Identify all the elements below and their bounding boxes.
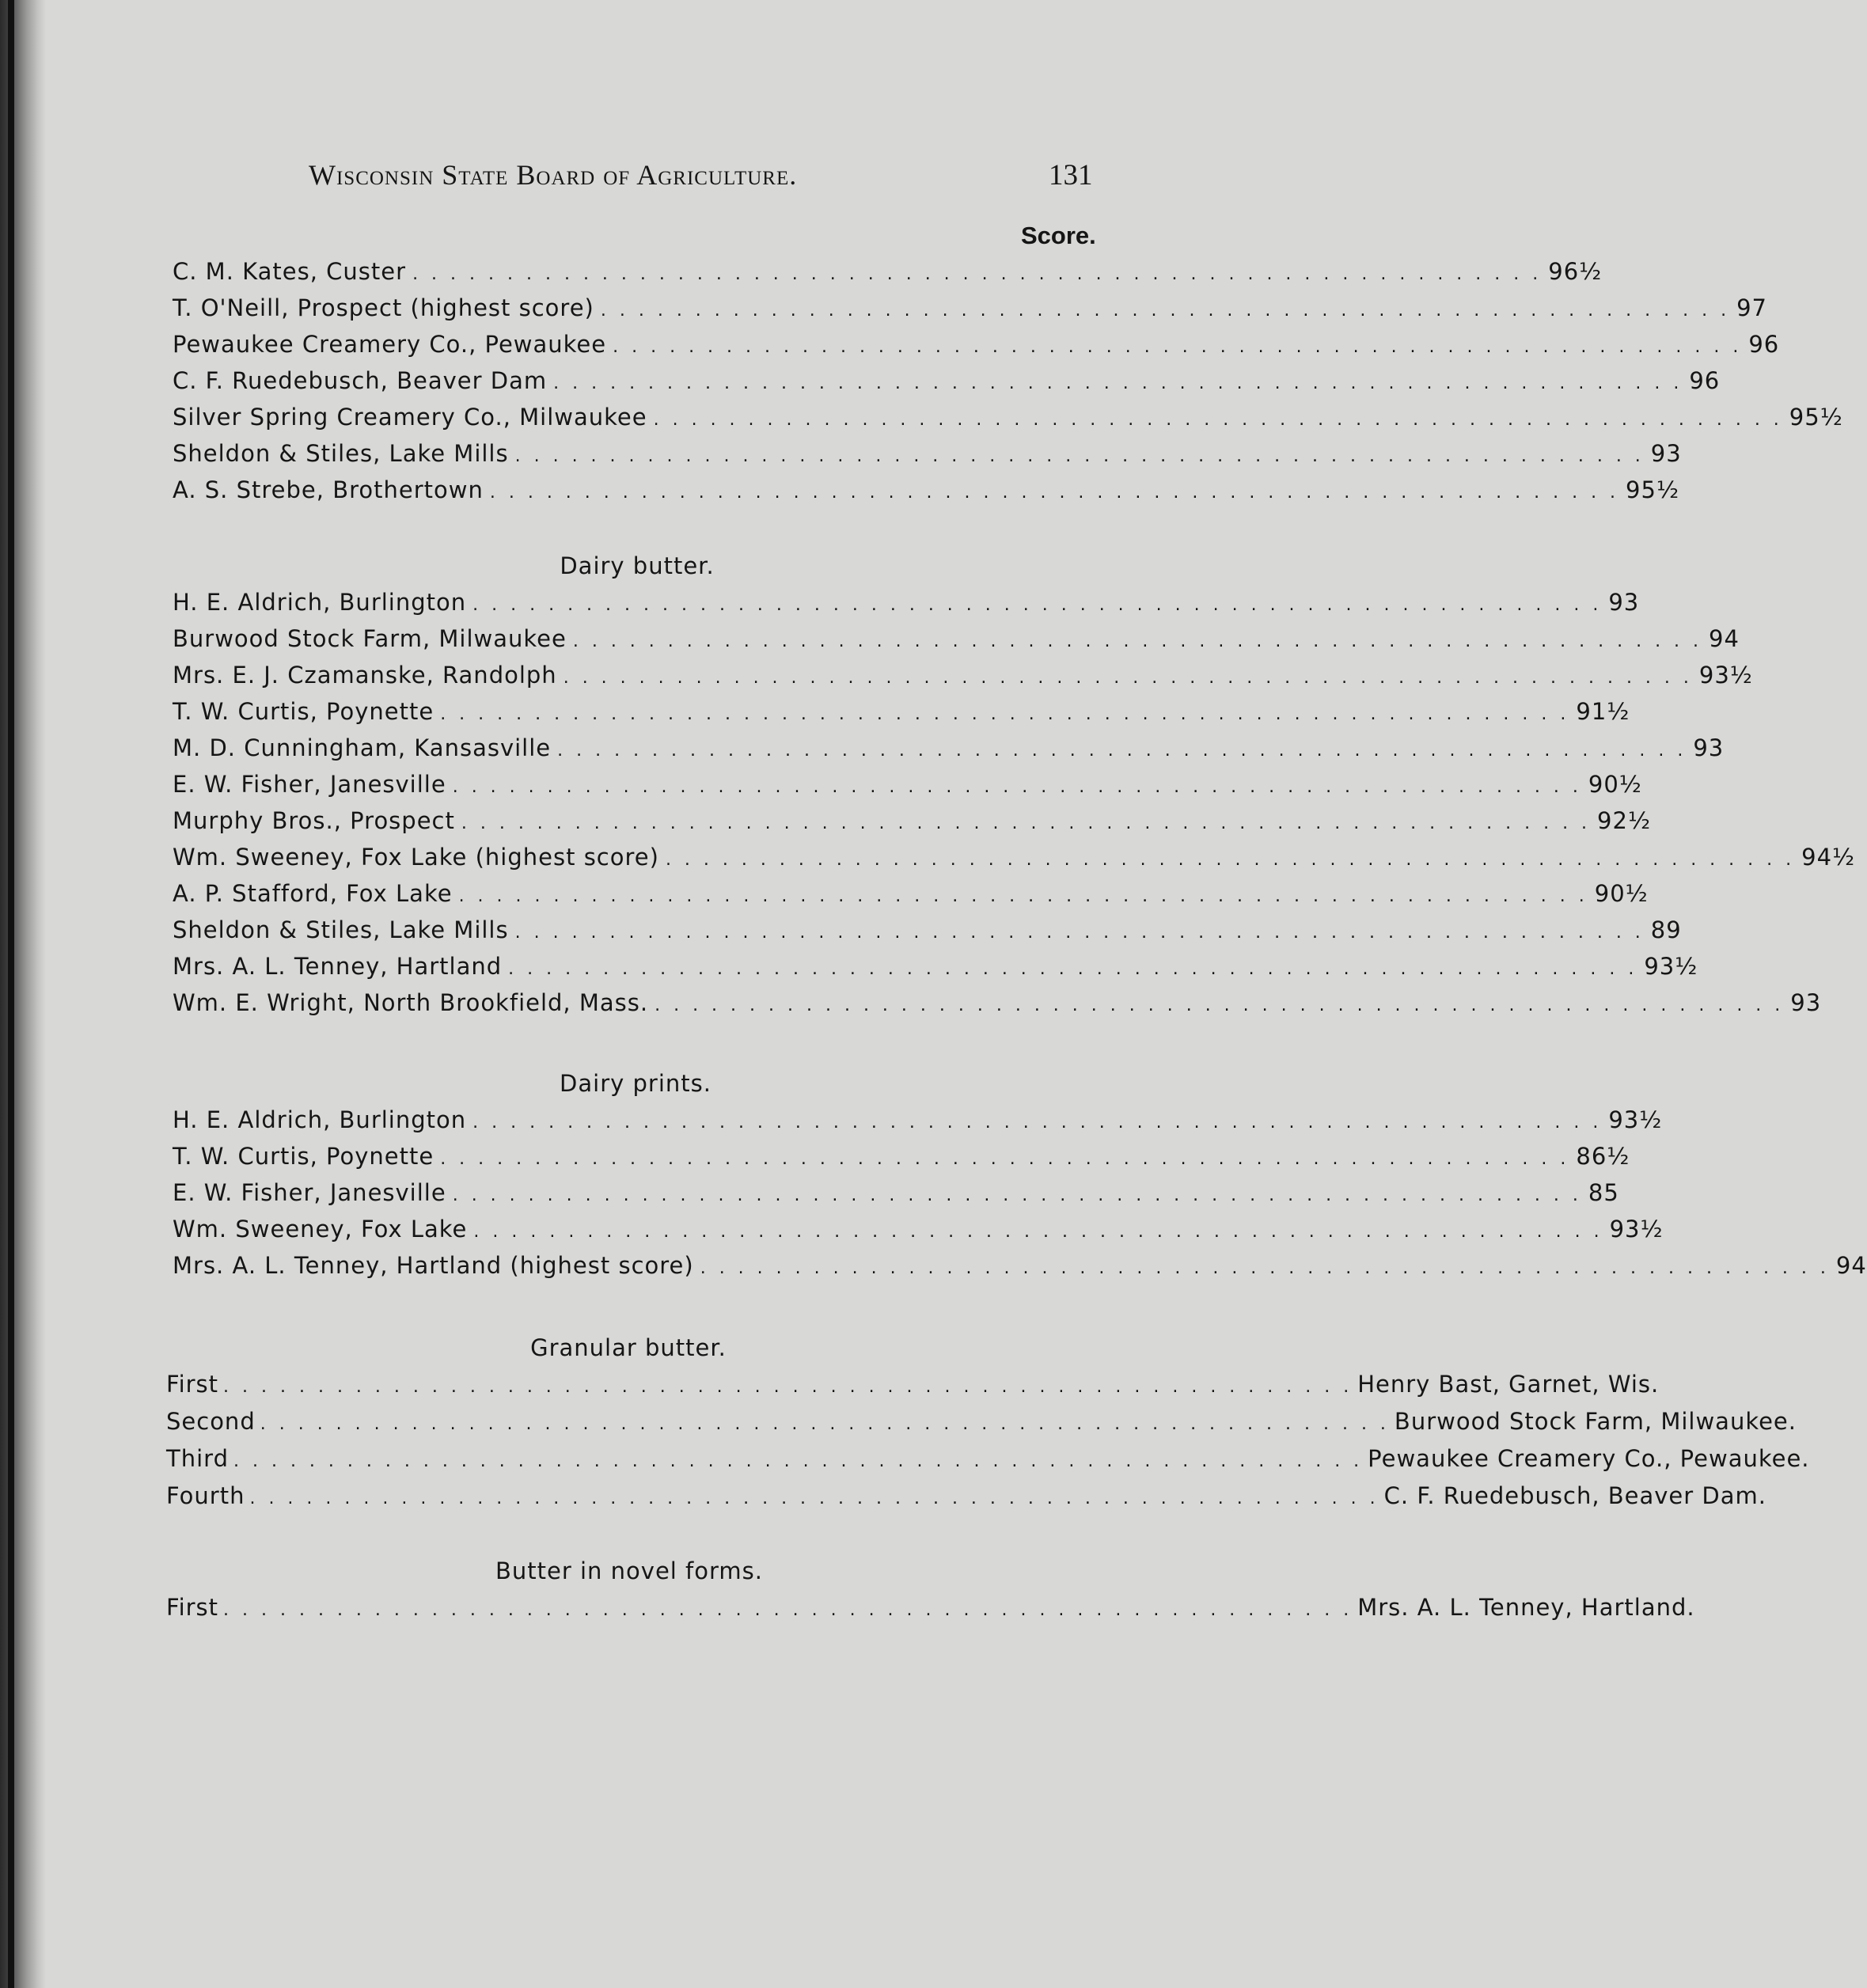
entry-score: 85 — [1588, 1179, 1619, 1206]
list-item — [173, 880, 1649, 915]
entry-score: 96½ — [1548, 258, 1603, 285]
list-item — [173, 1216, 1664, 1250]
list-item — [173, 807, 1652, 842]
list-item — [173, 1179, 1619, 1214]
entry-name: E. W. Fisher, Janesville — [173, 1179, 446, 1206]
list-item — [173, 1252, 1867, 1287]
list-item — [173, 734, 1725, 769]
section-heading-novel-forms: Butter in novel forms. — [495, 1557, 763, 1584]
list-item — [173, 662, 1753, 696]
entry-score: 94 — [1709, 625, 1740, 652]
entry-name: Sheldon & Stiles, Lake Mills — [173, 440, 509, 467]
dot-leader: . . . . . . . . . . . . . . . . . . . . . . . . . . . . . . . . . . . . . . . . . . . . . . . . . . . . . . . . . . . . — [600, 301, 1731, 321]
entry-score: 93½ — [1644, 953, 1698, 980]
dot-leader: . . . . . . . . . . . . . . . . . . . . . . . . . . . . . . . . . . . . . . . . . . . . . . . . . . . . . . . . . . . . — [452, 777, 1582, 797]
prize-winner: Mrs. A. L. Tenney, Hartland. — [1357, 1594, 1695, 1621]
entry-score: 93 — [1650, 440, 1682, 467]
list-item — [173, 258, 1603, 293]
list-item — [173, 844, 1856, 878]
score-column-heading: Score. — [1021, 222, 1096, 249]
section-heading-dairy-butter: Dairy butter. — [560, 552, 715, 579]
list-item — [173, 476, 1680, 511]
dot-leader: . . . . . . . . . . . . . . . . . . . . . . . . . . . . . . . . . . . . . . . . . . . . . . . . . . . . . . . . . . . . — [557, 741, 1687, 761]
entry-score: 94½ — [1801, 844, 1856, 871]
dot-leader: . . . . . . . . . . . . . . . . . . . . . . . . . . . . . . . . . . . . . . . . . . . . . . . . . . . . . . . . . . . . — [700, 1258, 1830, 1278]
entry-name: Mrs. E. J. Czamanske, Randolph — [173, 662, 557, 689]
dot-leader: . . . . . . . . . . . . . . . . . . . . . . . . . . . . . . . . . . . . . . . . . . . . . . . . . . . . . . . . . . . . — [412, 264, 1543, 284]
entry-name: Wm. Sweeney, Fox Lake (highest score) — [173, 844, 659, 871]
list-item — [173, 1143, 1630, 1178]
entry-score: 92½ — [1597, 807, 1652, 834]
entry-name: E. W. Fisher, Janesville — [173, 771, 446, 798]
dot-leader: . . . . . . . . . . . . . . . . . . . . . . . . . . . . . . . . . . . . . . . . . . . . . . . . . . . . . . . . . . . . — [514, 923, 1645, 943]
list-item — [173, 771, 1642, 806]
list-item — [173, 625, 1740, 660]
dot-leader: . . . . . . . . . . . . . . . . . . . . . . . . . . . . . . . . . . . . . . . . . . . . . . . . . . . . . . . . . . . . — [508, 959, 1638, 979]
section-heading-granular-butter: Granular butter. — [530, 1334, 727, 1361]
entry-name: H. E. Aldrich, Burlington — [173, 1106, 467, 1133]
entry-name: Mrs. A. L. Tenney, Hartland (highest score) — [173, 1252, 694, 1279]
dot-leader: . . . . . . . . . . . . . . . . . . . . . . . . . . . . . . . . . . . . . . . . . . . . . . . . . . . . . . . . . . . . — [473, 1222, 1603, 1242]
prize-place: Third — [166, 1445, 229, 1472]
dot-leader: . . . . . . . . . . . . . . . . . . . . . . . . . . . . . . . . . . . . . . . . . . . . . . . . . . . . . . . . . . . . — [472, 1113, 1603, 1132]
dot-leader: . . . . . . . . . . . . . . . . . . . . . . . . . . . . . . . . . . . . . . . . . . . . . . . . . . . . . . . . . . . . — [440, 704, 1570, 724]
entry-name: H. E. Aldrich, Burlington — [173, 589, 467, 616]
dot-leader: . . . . . . . . . . . . . . . . . . . . . . . . . . . . . . . . . . . . . . . . . . . . . . . . . . . . . . . . . . . . — [452, 1186, 1582, 1205]
entry-name: Wm. Sweeney, Fox Lake — [173, 1216, 468, 1242]
entry-score: 96 — [1689, 367, 1721, 394]
dot-leader: . . . . . . . . . . . . . . . . . . . . . . . . . . . . . . . . . . . . . . . . . . . . . . . . . . . . . . . . . . . . — [458, 886, 1588, 906]
list-item — [166, 1445, 1810, 1482]
entry-score: 93 — [1608, 589, 1640, 616]
entry-name: T. O'Neill, Prospect (highest score) — [173, 294, 594, 321]
list-item — [173, 698, 1630, 733]
entry-score: 96 — [1748, 331, 1780, 358]
entry-name: Mrs. A. L. Tenney, Hartland — [173, 953, 503, 980]
list-item — [173, 1106, 1663, 1141]
running-header — [309, 158, 1100, 206]
entry-name: A. S. Strebe, Brothertown — [173, 476, 484, 503]
list-item — [173, 589, 1640, 624]
list-item — [166, 1408, 1797, 1444]
prize-place: Second — [166, 1408, 256, 1435]
entry-score: 93½ — [1698, 662, 1753, 689]
dot-leader: . . . . . . . . . . . . . . . . . . . . . . . . . . . . . . . . . . . . . . . . . . . . . . . . . . . . . . . . . . . . — [489, 483, 1620, 503]
list-item — [166, 1482, 1766, 1519]
entry-score: 93 — [1790, 989, 1822, 1016]
list-item — [173, 331, 1780, 366]
entry-name: C. F. Ruedebusch, Beaver Dam — [173, 367, 548, 394]
list-item — [173, 294, 1767, 329]
prize-place: First — [166, 1371, 219, 1398]
dot-leader: . . . . . . . . . . . . . . . . . . . . . . . . . . . . . . . . . . . . . . . . . . . . . . . . . . . . . . . . . . . . — [472, 595, 1603, 615]
prize-place: Fourth — [166, 1482, 245, 1509]
dot-leader: . . . . . . . . . . . . . . . . . . . . . . . . . . . . . . . . . . . . . . . . . . . . . . . . . . . . . . . . . . . . — [249, 1489, 1379, 1508]
dot-leader: . . . . . . . . . . . . . . . . . . . . . . . . . . . . . . . . . . . . . . . . . . . . . . . . . . . . . . . . . . . . — [260, 1414, 1390, 1434]
entry-name: Murphy Bros., Prospect — [173, 807, 455, 834]
dot-leader: . . . . . . . . . . . . . . . . . . . . . . . . . . . . . . . . . . . . . . . . . . . . . . . . . . . . . . . . . . . . — [553, 374, 1683, 393]
dot-leader: . . . . . . . . . . . . . . . . . . . . . . . . . . . . . . . . . . . . . . . . . . . . . . . . . . . . . . . . . . . . — [514, 446, 1645, 466]
list-item — [173, 440, 1682, 475]
entry-score: 93 — [1693, 734, 1725, 761]
entry-score: 97 — [1736, 294, 1767, 321]
entry-name: Pewaukee Creamery Co., Pewaukee — [173, 331, 607, 358]
dot-leader: . . . . . . . . . . . . . . . . . . . . . . . . . . . . . . . . . . . . . . . . . . . . . . . . . . . . . . . . . . . . — [655, 996, 1785, 1015]
entry-score: 86½ — [1576, 1143, 1630, 1170]
list-item — [173, 916, 1682, 951]
running-title: Wisconsin State Board of Agriculture. — [309, 159, 798, 191]
prize-winner: C. F. Ruedebusch, Beaver Dam. — [1383, 1482, 1766, 1509]
entry-score: 93½ — [1608, 1106, 1663, 1133]
entry-name: M. D. Cunningham, Kansasville — [173, 734, 552, 761]
dot-leader: . . . . . . . . . . . . . . . . . . . . . . . . . . . . . . . . . . . . . . . . . . . . . . . . . . . . . . . . . . . . — [613, 337, 1743, 357]
dot-leader: . . . . . . . . . . . . . . . . . . . . . . . . . . . . . . . . . . . . . . . . . . . . . . . . . . . . . . . . . . . . — [223, 1377, 1353, 1397]
prize-place: First — [166, 1594, 219, 1621]
entry-score: 93½ — [1609, 1216, 1664, 1242]
list-item — [173, 404, 1843, 438]
entry-score: 94 — [1835, 1252, 1867, 1279]
entry-name: Wm. E. Wright, North Brookfield, Mass. — [173, 989, 649, 1016]
entry-name: A. P. Stafford, Fox Lake — [173, 880, 453, 907]
dot-leader: . . . . . . . . . . . . . . . . . . . . . . . . . . . . . . . . . . . . . . . . . . . . . . . . . . . . . . . . . . . . — [653, 410, 1783, 430]
entry-name: Sheldon & Stiles, Lake Mills — [173, 916, 509, 943]
list-item — [166, 1371, 1660, 1407]
list-item — [173, 953, 1698, 988]
entry-score: 90½ — [1594, 880, 1649, 907]
entry-score: 95½ — [1626, 476, 1680, 503]
prize-winner: Burwood Stock Farm, Milwaukee. — [1394, 1408, 1797, 1435]
prize-winner: Henry Bast, Garnet, Wis. — [1357, 1371, 1660, 1398]
entry-name: T. W. Curtis, Poynette — [173, 698, 434, 725]
entry-score: 91½ — [1576, 698, 1630, 725]
list-item — [173, 367, 1721, 402]
dot-leader: . . . . . . . . . . . . . . . . . . . . . . . . . . . . . . . . . . . . . . . . . . . . . . . . . . . . . . . . . . . . — [572, 632, 1703, 651]
page-number: 131 — [1049, 159, 1093, 192]
prize-winner: Pewaukee Creamery Co., Pewaukee. — [1368, 1445, 1810, 1472]
dot-leader: . . . . . . . . . . . . . . . . . . . . . . . . . . . . . . . . . . . . . . . . . . . . . . . . . . . . . . . . . . . . — [223, 1600, 1353, 1620]
entry-score: 89 — [1650, 916, 1682, 943]
dot-leader: . . . . . . . . . . . . . . . . . . . . . . . . . . . . . . . . . . . . . . . . . . . . . . . . . . . . . . . . . . . . — [440, 1149, 1570, 1169]
section-heading-dairy-prints: Dairy prints. — [560, 1070, 712, 1097]
entry-name: C. M. Kates, Custer — [173, 258, 407, 285]
dot-leader: . . . . . . . . . . . . . . . . . . . . . . . . . . . . . . . . . . . . . . . . . . . . . . . . . . . . . . . . . . . . — [665, 850, 1796, 870]
entry-score: 90½ — [1588, 771, 1642, 798]
entry-name: Burwood Stock Farm, Milwaukee — [173, 625, 567, 652]
entry-score: 95½ — [1789, 404, 1843, 431]
entry-name: Silver Spring Creamery Co., Milwaukee — [173, 404, 647, 431]
dot-leader: . . . . . . . . . . . . . . . . . . . . . . . . . . . . . . . . . . . . . . . . . . . . . . . . . . . . . . . . . . . . — [563, 668, 1693, 688]
dot-leader: . . . . . . . . . . . . . . . . . . . . . . . . . . . . . . . . . . . . . . . . . . . . . . . . . . . . . . . . . . . . — [233, 1451, 1364, 1471]
entry-name: T. W. Curtis, Poynette — [173, 1143, 434, 1170]
list-item — [166, 1594, 1695, 1630]
list-item — [173, 989, 1822, 1024]
dot-leader: . . . . . . . . . . . . . . . . . . . . . . . . . . . . . . . . . . . . . . . . . . . . . . . . . . . . . . . . . . . . — [461, 814, 1592, 833]
